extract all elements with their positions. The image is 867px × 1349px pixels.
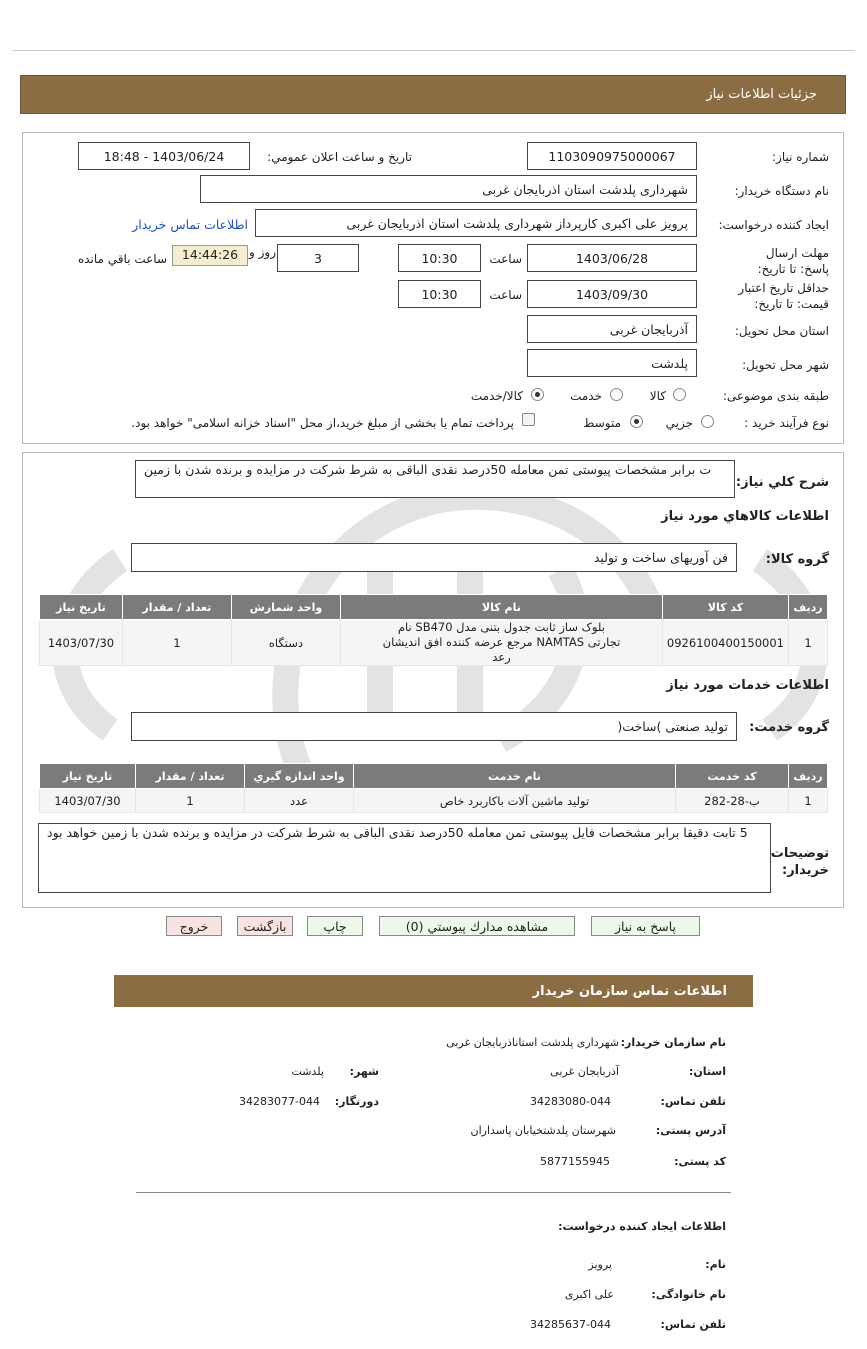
services-section-title: اطلاعات خدمات مورد نياز <box>666 678 829 693</box>
proc-partial-radio[interactable] <box>701 415 714 428</box>
attachments-button[interactable]: مشاهده مدارك پيوستي (0) <box>379 916 575 936</box>
contact-phone-value: 34283080-044 <box>530 1095 611 1108</box>
cat-both-radio[interactable] <box>531 388 544 401</box>
goods-col-date: تاريخ نياز <box>40 595 123 620</box>
goods-section-title: اطلاعات كالاهاي مورد نياز <box>661 509 829 524</box>
goods-cell-idx: 1 <box>789 620 828 666</box>
goods-group-field: فن آوریهای ساخت و تولید <box>131 543 737 572</box>
contact-city-value: پلدشت <box>291 1065 324 1078</box>
deadline-time-word: ساعت <box>489 252 522 266</box>
cat-service-label: خدمت <box>570 389 602 403</box>
creator-label: ايجاد كننده درخواست: <box>718 218 829 232</box>
notes-label: توضيحات خريدار: <box>770 846 829 878</box>
deadline-time-field: 10:30 <box>398 244 481 272</box>
contact-phone-label: تلفن تماس: <box>660 1095 726 1108</box>
proc-medium-radio[interactable] <box>630 415 643 428</box>
payment-checkbox[interactable] <box>522 413 535 426</box>
goods-cell-name: بلوک ساز ثابت جدول بتنی مدل SB470 نام تجارتی NAMTAS مرجع عرضه کننده افق اندیشان رعد <box>340 620 662 666</box>
city-field: پلدشت <box>527 349 697 377</box>
goods-table-header <box>40 595 828 620</box>
contact-postal-value: 5877155945 <box>540 1155 610 1168</box>
contact-header <box>114 975 753 1007</box>
goods-col-code: كد كالا <box>662 595 788 620</box>
days-suffix: روز و <box>249 245 276 259</box>
validity-date-field: 1403/09/30 <box>527 280 697 308</box>
cat-goods-radio[interactable] <box>673 388 686 401</box>
goods-col-qty: تعداد / مقدار <box>122 595 231 620</box>
need-no-label: شماره نياز: <box>772 150 829 164</box>
contact-province-label: استان: <box>689 1065 726 1078</box>
contact-address-label: آدرس پستی: <box>655 1124 726 1137</box>
services-table <box>39 763 828 813</box>
city-label: شهر محل تحويل: <box>742 358 829 372</box>
print-button[interactable]: چاپ <box>307 916 363 936</box>
validity-time-word: ساعت <box>489 288 522 302</box>
contact-city-label: شهر: <box>349 1065 379 1078</box>
contact-divider <box>136 1192 731 1193</box>
org-label: نام سازمان خريدار: <box>620 1036 726 1049</box>
remaining-label: ساعت باقي مانده <box>77 252 167 266</box>
org-value: شهرداری پلدشت استاناذربایجان غربی <box>446 1036 619 1049</box>
goods-group-label: گروه كالا: <box>765 552 829 567</box>
summary-label: شرح كلي نياز: <box>735 475 829 490</box>
table-row <box>40 789 828 813</box>
contact-postal-label: كد پستی: <box>674 1155 726 1168</box>
services-col-date: تاريخ نياز <box>40 764 136 789</box>
contact-title: اطلاعات تماس سازمان خريدار <box>532 984 727 999</box>
goods-cell-date: 1403/07/30 <box>40 620 123 666</box>
cat-service-radio[interactable] <box>610 388 623 401</box>
creator-phone-label: تلفن تماس: <box>660 1318 726 1331</box>
contact-address-value: شهرستان پلدشتخیابان پاسداران <box>470 1124 616 1137</box>
table-row <box>40 620 828 666</box>
category-label: طبقه بندی موضوعی: <box>722 389 829 403</box>
contact-fax-value: 34283077-044 <box>239 1095 320 1108</box>
payment-note: پرداخت تمام يا بخشی از مبلغ خريد،از محل "اسناد خزانه اسلامی" خواهد بود. <box>131 416 514 430</box>
notes-field: 5 تابت دقیقا برابر مشخصات فایل پیوستی تمن معامله 50درصد نقدی الباقی به شرط شرکت در مزایده و برنده شدن با زمین خواهد بود <box>38 823 771 893</box>
creator-name-label: نام: <box>705 1258 726 1271</box>
services-cell-unit: عدد <box>245 789 354 813</box>
goods-col-unit: واحد شمارش <box>231 595 340 620</box>
announce-label: تاريخ و ساعت اعلان عمومي: <box>267 150 412 164</box>
buyer-field: شهرداری پلدشت استان اذربایجان غربی <box>200 175 697 203</box>
services-cell-code: ب-28-282 <box>676 789 789 813</box>
creator-family-label: نام خانوادگی: <box>651 1288 726 1301</box>
goods-cell-qty: 1 <box>122 620 231 666</box>
proc-partial-label: جزيي <box>665 416 693 430</box>
top-divider <box>12 50 855 51</box>
goods-table <box>39 594 828 666</box>
creator-family-value: علی اکبری <box>564 1288 614 1301</box>
buyer-label: نام دستگاه خريدار: <box>734 184 829 198</box>
services-col-unit: واحد اندازه گيري <box>245 764 354 789</box>
services-col-name: نام خدمت <box>354 764 676 789</box>
exit-button[interactable]: خروج <box>166 916 222 936</box>
reply-button[interactable]: پاسخ به نياز <box>591 916 700 936</box>
page-header <box>20 75 846 114</box>
back-button[interactable]: بازگشت <box>237 916 293 936</box>
announce-field: 1403/06/24 - 18:48 <box>78 142 250 170</box>
services-group-field: تولید صنعتی )ساخت( <box>131 712 737 741</box>
services-group-label: گروه خدمت: <box>749 720 829 735</box>
contact-fax-label: دورنگار: <box>334 1095 379 1108</box>
days-field: 3 <box>277 244 359 272</box>
services-cell-name: تولید ماشین آلات باکاربرد خاص <box>354 789 676 813</box>
services-table-header <box>40 764 828 789</box>
deadline-label: مهلت ارسال پاسخ: تا تاريخ: <box>757 246 829 276</box>
services-cell-idx: 1 <box>789 789 828 813</box>
need-no-field: 1103090975000067 <box>527 142 697 170</box>
goods-cell-code: 0926100400150001 <box>662 620 788 666</box>
province-label: استان محل تحويل: <box>734 324 829 338</box>
cat-goods-label: کالا <box>649 389 666 403</box>
validity-label: حداقل تاريخ اعتبار قيمت: تا تاريخ: <box>738 281 829 311</box>
creator-name-value: پرویز <box>588 1258 612 1271</box>
creator-phone-value: 34285637-044 <box>530 1318 611 1331</box>
contact-province-value: آذربایجان غربی <box>550 1065 619 1078</box>
summary-field: ت برابر مشخصات پیوستی تمن معامله 50درصد نقدی الباقی به شرط شرکت در مزایده و برنده شدن با زمین <box>135 460 735 498</box>
buyer-contact-link[interactable]: اطلاعات تماس خريدار <box>132 217 248 232</box>
goods-col-idx: رديف <box>789 595 828 620</box>
process-label: نوع فرآيند خريد : <box>744 416 829 430</box>
page-title: جزئيات اطلاعات نياز <box>706 87 817 102</box>
services-cell-qty: 1 <box>136 789 245 813</box>
deadline-date-field: 1403/06/28 <box>527 244 697 272</box>
services-col-code: كد خدمت <box>676 764 789 789</box>
services-cell-date: 1403/07/30 <box>40 789 136 813</box>
proc-medium-label: متوسط <box>583 416 621 430</box>
province-field: آذربایجان غربی <box>527 315 697 343</box>
validity-time-field: 10:30 <box>398 280 481 308</box>
goods-col-name: نام كالا <box>340 595 662 620</box>
cat-both-label: کالا/خدمت <box>470 389 523 403</box>
services-col-qty: تعداد / مقدار <box>136 764 245 789</box>
creator-field: پرویز علی اکبری کارپرداز شهرداری پلدشت استان اذربایجان غربی <box>255 209 697 237</box>
remaining-timer: 14:44:26 <box>172 245 248 266</box>
services-col-idx: رديف <box>789 764 828 789</box>
goods-cell-unit: دستگاه <box>231 620 340 666</box>
creator-info-title: اطلاعات ايجاد كننده درخواست: <box>558 1220 726 1233</box>
